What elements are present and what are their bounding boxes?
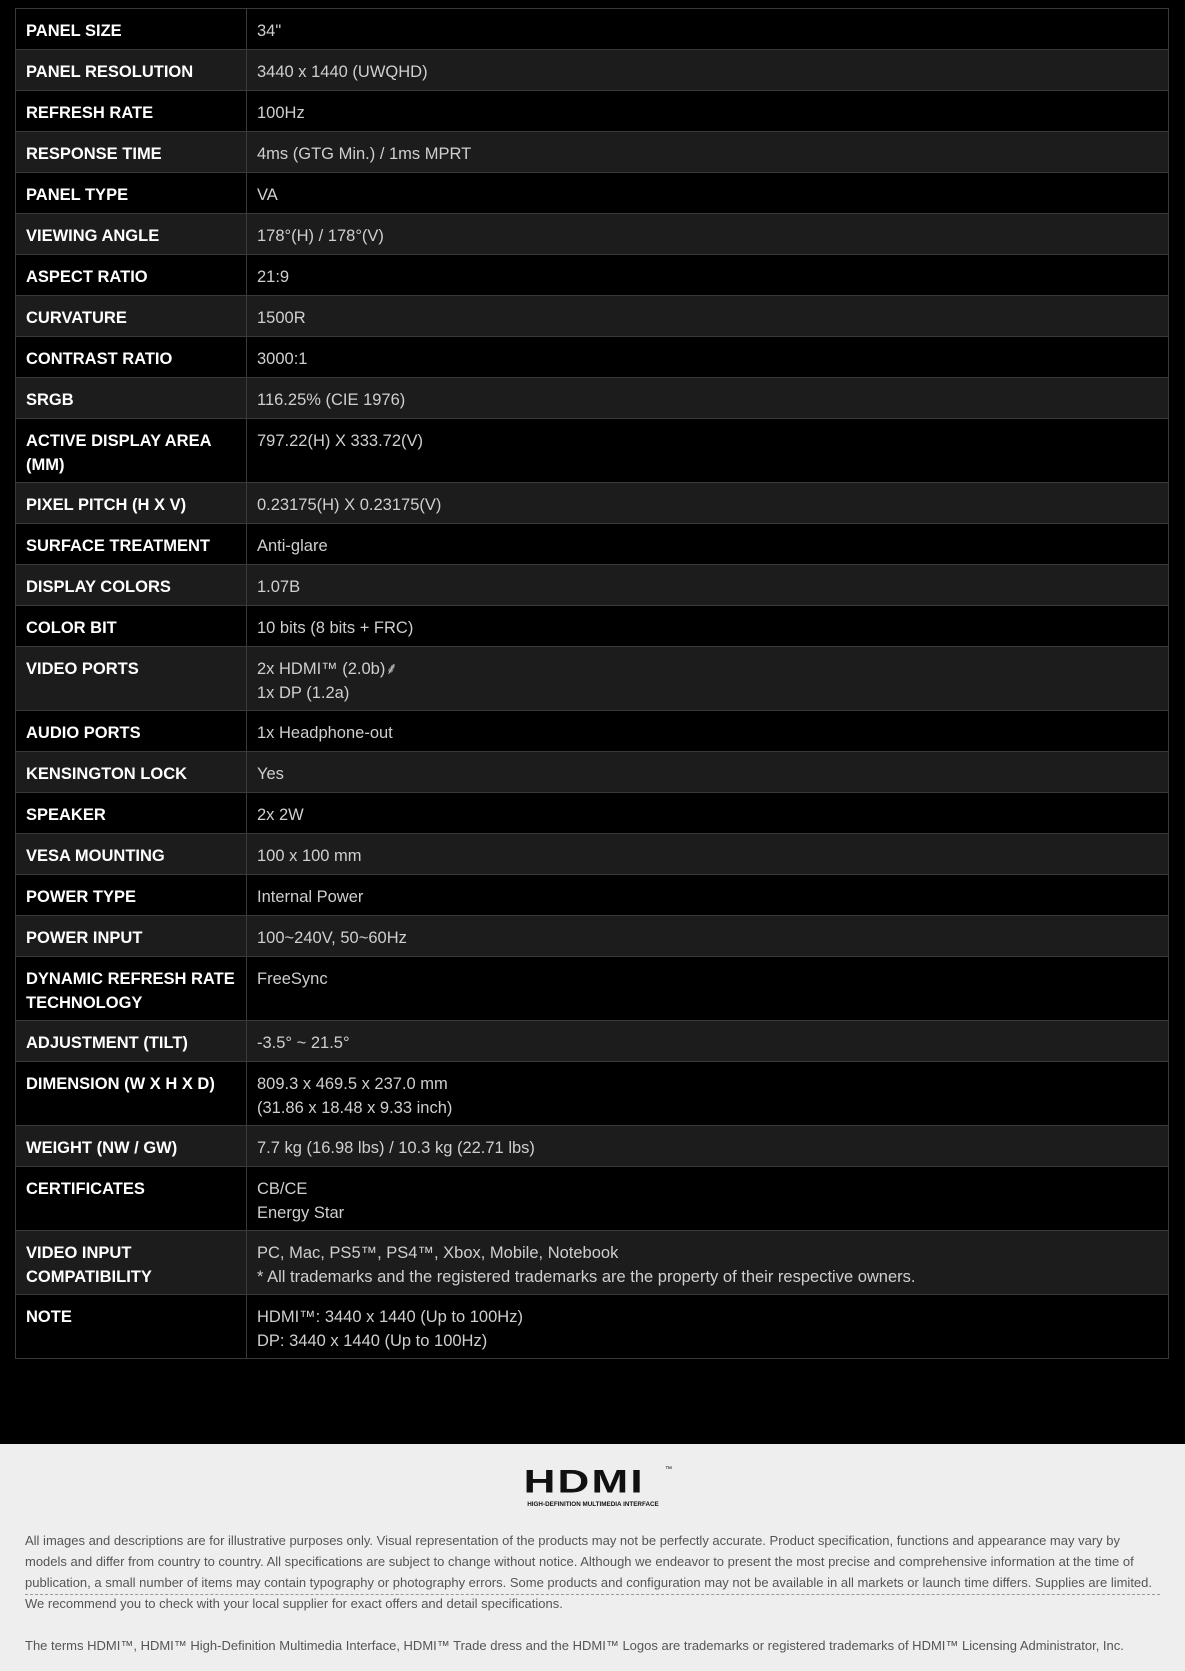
spec-value-line: 2x 2W [257, 806, 304, 824]
spec-table-body [16, 9, 1169, 1359]
spec-row [16, 296, 1169, 337]
spec-value-line: PC, Mac, PS5™, PS4™, Xbox, Mobile, Notebook [257, 1244, 619, 1262]
spec-row [16, 483, 1169, 524]
spec-value [247, 957, 1169, 1021]
disclaimer-text: All images and descriptions are for illustrative purposes only. Visual representation of the products may not be perfectly accurate. Product specification, functions and appearance may vary by models and differ from country to country. All specifications are subject to change without notice. Although we endeavor to present the most precise and comprehensive information at the time of publication, a small number of items may contain typography or photography errors. Some products and configuration may not be available in all markets or launch time differs. Supplies are limited. We recommend you to check with your local supplier for exact offers and detail specifications. [25, 1533, 1153, 1611]
spec-value-line: 10 bits (8 bits + FRC) [257, 619, 414, 637]
spec-row [16, 606, 1169, 647]
spec-row [16, 793, 1169, 834]
spec-label: RESPONSE TIME [16, 132, 247, 173]
footer-divider [25, 1594, 1160, 1595]
spec-value-line: 116.25% (CIE 1976) [257, 391, 406, 409]
spec-value [247, 752, 1169, 793]
spec-label: KENSINGTON LOCK [16, 752, 247, 793]
spec-row [16, 1295, 1169, 1359]
spec-row [16, 214, 1169, 255]
spec-value-line: 7.7 kg (16.98 lbs) / 10.3 kg (22.71 lbs) [257, 1139, 535, 1157]
spec-label: DISPLAY COLORS [16, 565, 247, 606]
spec-row [16, 524, 1169, 565]
spec-row [16, 337, 1169, 378]
spec-row [16, 9, 1169, 50]
spec-value-line: (31.86 x 18.48 x 9.33 inch) [257, 1099, 453, 1117]
spec-label: VIDEO PORTS [16, 647, 247, 711]
spec-label: CURVATURE [16, 296, 247, 337]
spec-row [16, 173, 1169, 214]
spec-value-line: HDMI™: 3440 x 1440 (Up to 100Hz) [257, 1308, 523, 1326]
spec-value [247, 50, 1169, 91]
spec-value [247, 296, 1169, 337]
spec-value-line: 0.23175(H) X 0.23175(V) [257, 496, 442, 514]
spec-value-line: FreeSync [257, 970, 328, 988]
spec-label: SURFACE TREATMENT [16, 524, 247, 565]
spec-label: PANEL SIZE [16, 9, 247, 50]
spec-label: DIMENSION (W X H X D) [16, 1062, 247, 1126]
spec-row [16, 50, 1169, 91]
spec-value-line: 21:9 [257, 268, 290, 286]
spec-value [247, 1295, 1169, 1359]
spec-value-line: 178°(H) / 178°(V) [257, 227, 384, 245]
spec-label: VIDEO INPUT COMPATIBILITY [16, 1231, 247, 1295]
spec-value-line: 1.07B [257, 578, 301, 596]
spec-value [247, 419, 1169, 483]
spec-row [16, 1126, 1169, 1167]
spec-row [16, 752, 1169, 793]
spec-value [247, 9, 1169, 50]
spec-row [16, 378, 1169, 419]
spec-label: ADJUSTMENT (TILT) [16, 1021, 247, 1062]
spec-value [247, 337, 1169, 378]
spec-value [247, 647, 1169, 711]
spec-label: CERTIFICATES [16, 1167, 247, 1231]
spec-value [247, 524, 1169, 565]
spec-table [15, 8, 1169, 1359]
spec-row [16, 1167, 1169, 1231]
spec-label: ACTIVE DISPLAY AREA (MM) [16, 419, 247, 483]
spec-row [16, 419, 1169, 483]
spec-row [16, 255, 1169, 296]
spec-value [247, 1062, 1169, 1126]
spec-value-line: Yes [257, 765, 284, 783]
spec-label: PIXEL PITCH (H X V) [16, 483, 247, 524]
spec-row [16, 1231, 1169, 1295]
spec-label: AUDIO PORTS [16, 711, 247, 752]
spec-value [247, 1021, 1169, 1062]
spec-value [247, 1167, 1169, 1231]
spec-label: VESA MOUNTING [16, 834, 247, 875]
spec-row [16, 91, 1169, 132]
spec-row [16, 834, 1169, 875]
spec-value-line: 797.22(H) X 333.72(V) [257, 432, 424, 450]
spec-row [16, 1021, 1169, 1062]
spec-label: COLOR BIT [16, 606, 247, 647]
spec-label: CONTRAST RATIO [16, 337, 247, 378]
spec-value-line: Internal Power [257, 888, 364, 906]
spec-value [247, 834, 1169, 875]
spec-value-line: 34" [257, 22, 282, 40]
spec-label: SRGB [16, 378, 247, 419]
spec-row [16, 132, 1169, 173]
spec-value-line: -3.5° ~ 21.5° [257, 1034, 350, 1052]
spec-value-line: Energy Star [257, 1204, 345, 1222]
spec-value-line: * All trademarks and the registered trademarks are the property of their respective owners. [257, 1268, 916, 1286]
spec-value-line: 100~240V, 50~60Hz [257, 929, 407, 947]
spec-value [247, 378, 1169, 419]
spec-value-line: 3440 x 1440 (UWQHD) [257, 63, 428, 81]
spec-value-line: 1x Headphone-out [257, 724, 393, 742]
trademark-text: The terms HDMI™, HDMI™ High-Definition Multimedia Interface, HDMI™ Trade dress and the HDMI™ Logos are trademarks or registered trademarks of HDMI™ Licensing Administrator, Inc. [25, 1638, 1124, 1653]
spec-value-line: 1500R [257, 309, 306, 327]
spec-row [16, 711, 1169, 752]
spec-value [247, 214, 1169, 255]
spec-label: SPEAKER [16, 793, 247, 834]
footer [0, 1444, 1185, 1671]
spec-value-line: DP: 3440 x 1440 (Up to 100Hz) [257, 1332, 488, 1350]
spec-value [247, 565, 1169, 606]
spec-row [16, 647, 1169, 711]
spec-label: ASPECT RATIO [16, 255, 247, 296]
spec-value-line: 3000:1 [257, 350, 308, 368]
hdmi-logo-icon [505, 1462, 681, 1508]
spec-value-line: 4ms (GTG Min.) / 1ms MPRT [257, 145, 472, 163]
spec-row [16, 916, 1169, 957]
spec-label: PANEL RESOLUTION [16, 50, 247, 91]
spec-value [247, 875, 1169, 916]
hdmi-logo-subtitle: HIGH-DEFINITION MULTIMEDIA INTERFACE [527, 1501, 659, 1508]
spec-value [247, 483, 1169, 524]
spec-label: POWER INPUT [16, 916, 247, 957]
spec-value [247, 91, 1169, 132]
spec-value [247, 916, 1169, 957]
spec-value [247, 1126, 1169, 1167]
spec-value [247, 793, 1169, 834]
spec-value-line: 100Hz [257, 104, 305, 122]
hdmi-logo-tm: ™ [665, 1466, 672, 1473]
spec-value [247, 711, 1169, 752]
spec-value-line: Anti-glare [257, 537, 328, 555]
spec-label: WEIGHT (NW / GW) [16, 1126, 247, 1167]
spec-label: NOTE [16, 1295, 247, 1359]
spec-value [247, 1231, 1169, 1295]
spec-value-line: 1x DP (1.2a) [257, 684, 350, 702]
spec-row [16, 957, 1169, 1021]
spec-value-line: VA [257, 186, 278, 204]
spec-label: VIEWING ANGLE [16, 214, 247, 255]
spec-row [16, 565, 1169, 606]
spec-label: POWER TYPE [16, 875, 247, 916]
spec-label: DYNAMIC REFRESH RATE TECHNOLOGY [16, 957, 247, 1021]
spec-value [247, 173, 1169, 214]
spec-row [16, 1062, 1169, 1126]
spec-value-line: CB/CE [257, 1180, 308, 1198]
spec-label: PANEL TYPE [16, 173, 247, 214]
spec-value [247, 606, 1169, 647]
spec-value [247, 255, 1169, 296]
spec-label: REFRESH RATE [16, 91, 247, 132]
hdmi-logo-text: HDMI [523, 1464, 645, 1500]
spec-value-line: 100 x 100 mm [257, 847, 362, 865]
spec-value-line: 809.3 x 469.5 x 237.0 mm [257, 1075, 448, 1093]
spec-value [247, 132, 1169, 173]
spec-value-line: 2x HDMI™ (2.0b)⸙ [257, 660, 398, 678]
spec-row [16, 875, 1169, 916]
